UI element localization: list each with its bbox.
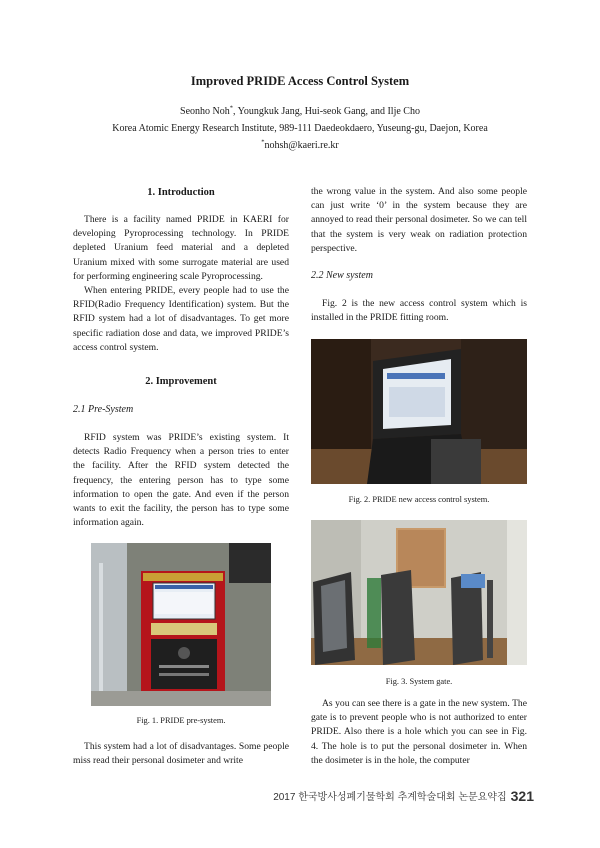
- new-system-body-continued: [311, 697, 527, 768]
- email-mark: *: [261, 138, 265, 146]
- coauthors: , Youngkuk Jang, Hui-seok Gang, and Ilje Cho: [233, 106, 420, 117]
- page-number: 321: [510, 788, 534, 804]
- new-system-paragraph-2: As you can see there is a gate in the new system. The gate is to prevent people who is not authorized to enter PRIDE. Also there is a hole which you can see in Fig. 4. The hole is to put the personal dosimeter in. When the dosimeter is in the hole, the computer: [311, 698, 527, 766]
- pre-system-illustration: [91, 543, 271, 706]
- contact-email: [0, 140, 600, 151]
- corresponding-mark: *: [229, 104, 234, 112]
- pre-system-heading: 2.1 Pre-System: [73, 404, 134, 415]
- figure-1-photo: [91, 543, 271, 706]
- figure-3-photo: [311, 520, 527, 665]
- figure-1-caption: Fig. 1. PRIDE pre-system.: [136, 716, 226, 725]
- page-footer: [273, 788, 534, 804]
- system-gate-illustration: [311, 520, 527, 665]
- pre-system-paragraph-continued: the wrong value in the system. And also some people can just write ‘0’ in the system because they are annoyed to read their personal dosimeter. So we can tell that the system is very weak on radiation protection perspective.: [311, 186, 527, 254]
- figure-2-caption: Fig. 2. PRIDE new access control system.: [348, 495, 490, 504]
- pre-system-paragraph-2: This system had a lot of disadvantages. Some people miss read their personal dosimeter and write: [73, 741, 289, 767]
- intro-heading: 1. Introduction: [147, 187, 215, 198]
- new-system-paragraph-1: Fig. 2 is the new access control system which is installed in the PRIDE fitting room.: [311, 298, 527, 324]
- email-address: nohsh@kaeri.re.kr: [264, 140, 339, 151]
- first-author: Seonho Noh: [180, 106, 230, 117]
- new-system-heading: 2.2 New system: [311, 270, 373, 281]
- intro-paragraph-2: When entering PRIDE, every people had to use the RFID(Radio Frequency Identification) system. But the RFID system had a lot of disadvantages. To get more specific radiation dose and data, we improved PRIDE’s access control system.: [73, 285, 289, 353]
- intro-paragraph-1: There is a facility named PRIDE in KAERI for developing Pyroprocessing technology. In PRIDE depleted Uranium feed material and a depleted Uranium mixed with some surrogate material are used for performing engineering scale Pyroprocessing.: [73, 214, 289, 282]
- affiliation: Korea Atomic Energy Research Institute, 989-111 Daedeokdaero, Yuseung-gu, Daejon, Korea: [112, 123, 488, 134]
- author-list: [0, 106, 600, 117]
- proceedings-title: 2017 한국방사성폐기물학회 추계학술대회 논문요약집: [273, 792, 507, 803]
- right-column-body: [311, 185, 527, 256]
- paper-title: Improved PRIDE Access Control System: [190, 74, 410, 88]
- pre-system-body-continued: [73, 740, 289, 768]
- intro-body: [73, 213, 289, 355]
- access-terminal-illustration: [311, 339, 527, 484]
- figure-2-photo: [311, 339, 527, 484]
- new-system-body: [311, 297, 527, 325]
- pre-system-body: [73, 431, 289, 530]
- figure-3-caption: Fig. 3. System gate.: [385, 677, 453, 686]
- pre-system-paragraph: RFID system was PRIDE’s existing system. It detects Radio Frequency when a person tries to enter the facility. After the RFID system detected the frequency, the entering person has to type some information to open the gate. And even if the person wants to exit the facility, the person has to type some information again.: [73, 432, 289, 529]
- improvement-heading: 2. Improvement: [145, 376, 217, 387]
